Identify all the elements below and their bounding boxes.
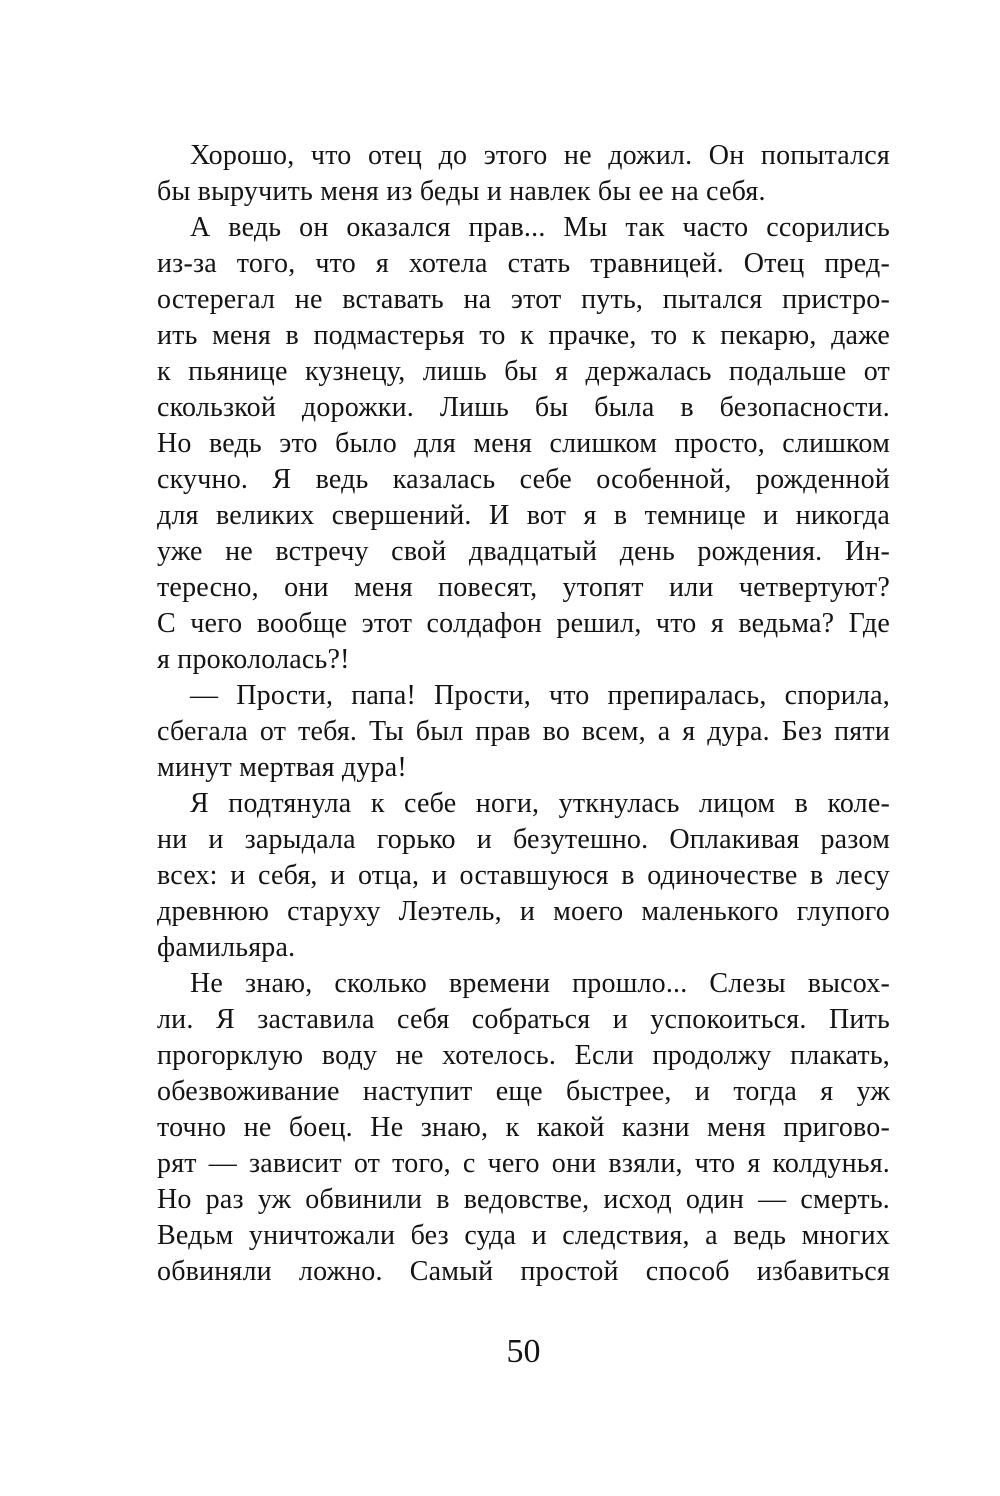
text-line: точно не боец. Не знаю, к какой казни меня пригово- xyxy=(157,1112,890,1143)
text-line: ли. Я заставила себя собраться и успокоиться. Пить xyxy=(157,1004,890,1035)
text-line: Я подтянула к себе ноги, уткнулась лицом в коле- xyxy=(190,788,890,819)
text-line: фамильяра. xyxy=(157,932,296,963)
text-line: я прокололась?! xyxy=(157,644,350,675)
text-line: обвиняли ложно. Самый простой способ избавиться xyxy=(157,1256,890,1287)
paragraph xyxy=(157,678,890,786)
text-line: бы выручить меня из беды и навлек бы ее на себя. xyxy=(157,176,766,207)
text-line: рят — зависит от того, с чего они взяли, что я колдунья. xyxy=(157,1148,890,1179)
paragraph xyxy=(157,786,890,966)
text-line: для великих свершений. И вот я в темнице и никогда xyxy=(157,500,890,531)
text-line: скользкой дорожки. Лишь бы была в безопасности. xyxy=(157,392,890,423)
text-line: скучно. Я ведь казалась себе особенной, рожденной xyxy=(157,464,890,495)
page-number: 50 xyxy=(506,1333,541,1370)
paragraph xyxy=(157,966,890,1290)
text-line: Не знаю, сколько времени прошло... Слезы высох- xyxy=(190,968,890,999)
paragraph xyxy=(157,138,890,210)
text-line: Но ведь это было для меня слишком просто, слишком xyxy=(157,428,890,459)
paragraph xyxy=(157,210,890,678)
text-line: прогорклую воду не хотелось. Если продолжу плакать, xyxy=(157,1040,890,1071)
text-line: из-за того, что я хотела стать травницей. Отец пред- xyxy=(157,248,890,279)
text-line: сбегала от тебя. Ты был прав во всем, а я дура. Без пяти xyxy=(157,716,890,747)
text-line: древнюю старуху Леэтель, и моего маленького глупого xyxy=(157,896,890,927)
text-line: ни и зарыдала горько и безутешно. Оплакивая разом xyxy=(157,824,890,855)
text-line: С чего вообще этот солдафон решил, что я ведьма? Где xyxy=(157,608,890,639)
text-block xyxy=(157,138,890,1290)
text-line: Но раз уж обвинили в ведовстве, исход один — смерть. xyxy=(157,1184,890,1215)
text-line: обезвоживание наступит еще быстрее, и тогда я уж xyxy=(157,1076,890,1107)
text-line: минут мертвая дура! xyxy=(157,752,407,783)
text-line: остерегал не вставать на этот путь, пытался пристро- xyxy=(157,284,890,315)
text-line: А ведь он оказался прав... Мы так часто ссорились xyxy=(190,212,890,243)
text-line: Хорошо, что отец до этого не дожил. Он попытался xyxy=(190,140,890,171)
text-line: к пьянице кузнецу, лишь бы я держалась подальше от xyxy=(157,356,890,387)
text-line: — Прости, папа! Прости, что препиралась, спорила, xyxy=(190,680,890,711)
text-line: Ведьм уничтожали без суда и следствия, а ведь многих xyxy=(157,1220,890,1251)
text-line: ить меня в подмастерья то к прачке, то к пекарю, даже xyxy=(157,320,890,351)
text-line: всех: и себя, и отца, и оставшуюся в одиночестве в лесу xyxy=(157,860,890,891)
text-line: уже не встречу свой двадцатый день рождения. Ин- xyxy=(157,536,890,567)
text-line: тересно, они меня повесят, утопят или четвертуют? xyxy=(157,572,890,603)
